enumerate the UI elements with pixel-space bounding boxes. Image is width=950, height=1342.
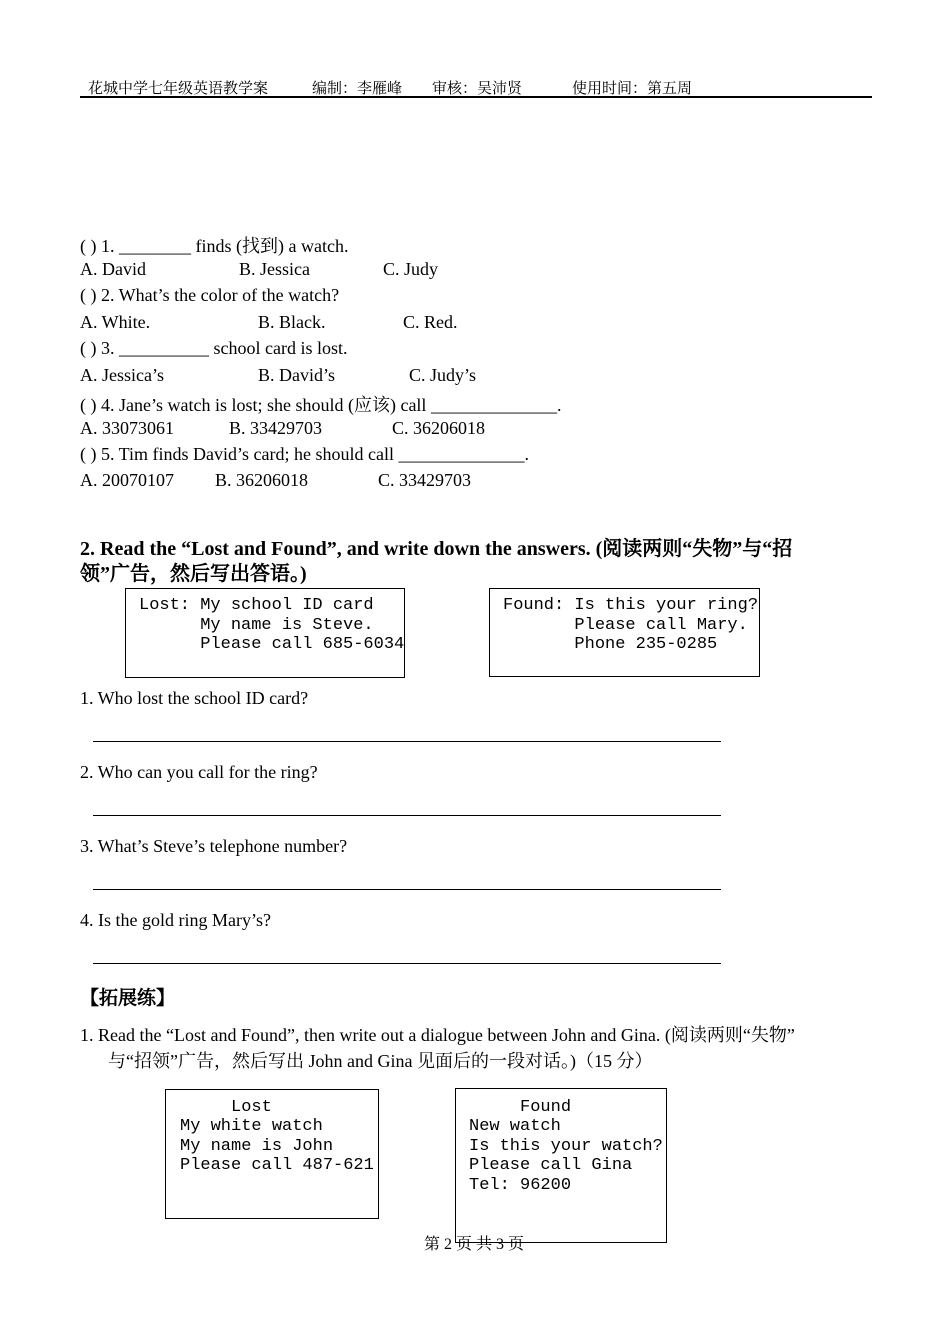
- question-1-option-c: C. Judy: [383, 259, 439, 279]
- lost-notice-line-1: Lost: My school ID card: [139, 596, 374, 615]
- extension-task-line2: 与“招领”广告，然后写出 John and Gina 见面后的一段对话。)（15 分）: [108, 1051, 653, 1071]
- gina-found-line-5: Tel: 96200: [469, 1176, 572, 1195]
- question-5-stem: ( ) 5. Tim finds David’s card; he should call ______________.: [80, 444, 529, 464]
- lost-notice-line-2: My name is Steve.: [139, 616, 374, 635]
- question-1-option-b: B. Jessica: [239, 259, 310, 279]
- answer-question-2: 2. Who can you call for the ring?: [80, 762, 318, 782]
- gina-found-line-4: Please call Gina: [469, 1156, 633, 1175]
- lost-notice-line-3: Please call 685-6034: [139, 635, 405, 654]
- question-1-option-a: A. David: [80, 259, 146, 279]
- question-5-option-b: B. 36206018: [215, 470, 309, 490]
- header-reviewer: 审核：吴沛贤: [432, 79, 523, 97]
- question-3-option-a: A. Jessica’s: [80, 365, 164, 385]
- question-4-option-a: A. 33073061: [80, 418, 174, 438]
- question-2-option-a: A. White.: [80, 312, 151, 332]
- question-3-stem: ( ) 3. __________ school card is lost.: [80, 338, 348, 358]
- john-lost-line-1: Lost: [180, 1098, 272, 1117]
- gina-found-line-2: New watch: [469, 1117, 561, 1136]
- answer-question-4: 4. Is the gold ring Mary’s?: [80, 910, 271, 930]
- question-4-stem: ( ) 4. Jane’s watch is lost; she should (应该) call ______________.: [80, 395, 562, 415]
- extension-heading: 【拓展练】: [80, 987, 176, 1009]
- lost-notice-box: [125, 588, 405, 678]
- answer-question-3: 3. What’s Steve’s telephone number?: [80, 836, 348, 856]
- gina-found-line-3: Is this your watch?: [469, 1137, 663, 1156]
- question-2-stem: ( ) 2. What’s the color of the watch?: [80, 285, 340, 305]
- found-notice-line-2: Please call Mary.: [503, 616, 748, 635]
- question-4-option-b: B. 33429703: [229, 418, 323, 438]
- answer-line-2[interactable]: [93, 815, 721, 816]
- section-2-title-line2: 领”广告，然后写出答语。): [80, 563, 307, 585]
- question-3-option-c: C. Judy’s: [409, 365, 477, 385]
- found-notice-box: [489, 588, 760, 677]
- found-notice-line-1: Found: Is this your ring?: [503, 596, 759, 615]
- extension-task-line1: 1. Read the “Lost and Found”, then write out a dialogue between John and Gina. (阅读两则“失物”: [80, 1025, 795, 1045]
- header-school: 花城中学七年级英语教学案: [88, 79, 269, 97]
- gina-found-line-1: Found: [469, 1098, 572, 1117]
- john-lost-notice-box: [165, 1089, 379, 1219]
- john-lost-line-3: My name is John: [180, 1137, 334, 1156]
- header-time: 使用时间：第五周: [572, 79, 693, 97]
- john-lost-line-4: Please call 487-621: [180, 1156, 374, 1175]
- question-5-option-c: C. 33429703: [378, 470, 472, 490]
- question-3-option-b: B. David’s: [258, 365, 336, 385]
- header-editor: 编制：李雁峰: [312, 79, 403, 97]
- page-footer: 第 2 页 共 3 页: [424, 1236, 525, 1253]
- gina-found-notice-box: [455, 1088, 667, 1243]
- question-2-option-c: C. Red.: [403, 312, 458, 332]
- john-lost-line-2: My white watch: [180, 1117, 323, 1136]
- found-notice-line-3: Phone 235-0285: [503, 635, 718, 654]
- question-5-option-a: A. 20070107: [80, 470, 174, 490]
- answer-line-3[interactable]: [93, 889, 721, 890]
- answer-question-1: 1. Who lost the school ID card?: [80, 688, 309, 708]
- page-header: [80, 76, 872, 98]
- answer-line-4[interactable]: [93, 963, 721, 964]
- section-2-title-line1: 2. Read the “Lost and Found”, and write down the answers. (阅读两则“失物”与“招: [80, 538, 793, 560]
- question-1-stem: ( ) 1. ________ finds (找到) a watch.: [80, 236, 349, 256]
- question-2-option-b: B. Black.: [258, 312, 326, 332]
- question-4-option-c: C. 36206018: [392, 418, 486, 438]
- answer-line-1[interactable]: [93, 741, 721, 742]
